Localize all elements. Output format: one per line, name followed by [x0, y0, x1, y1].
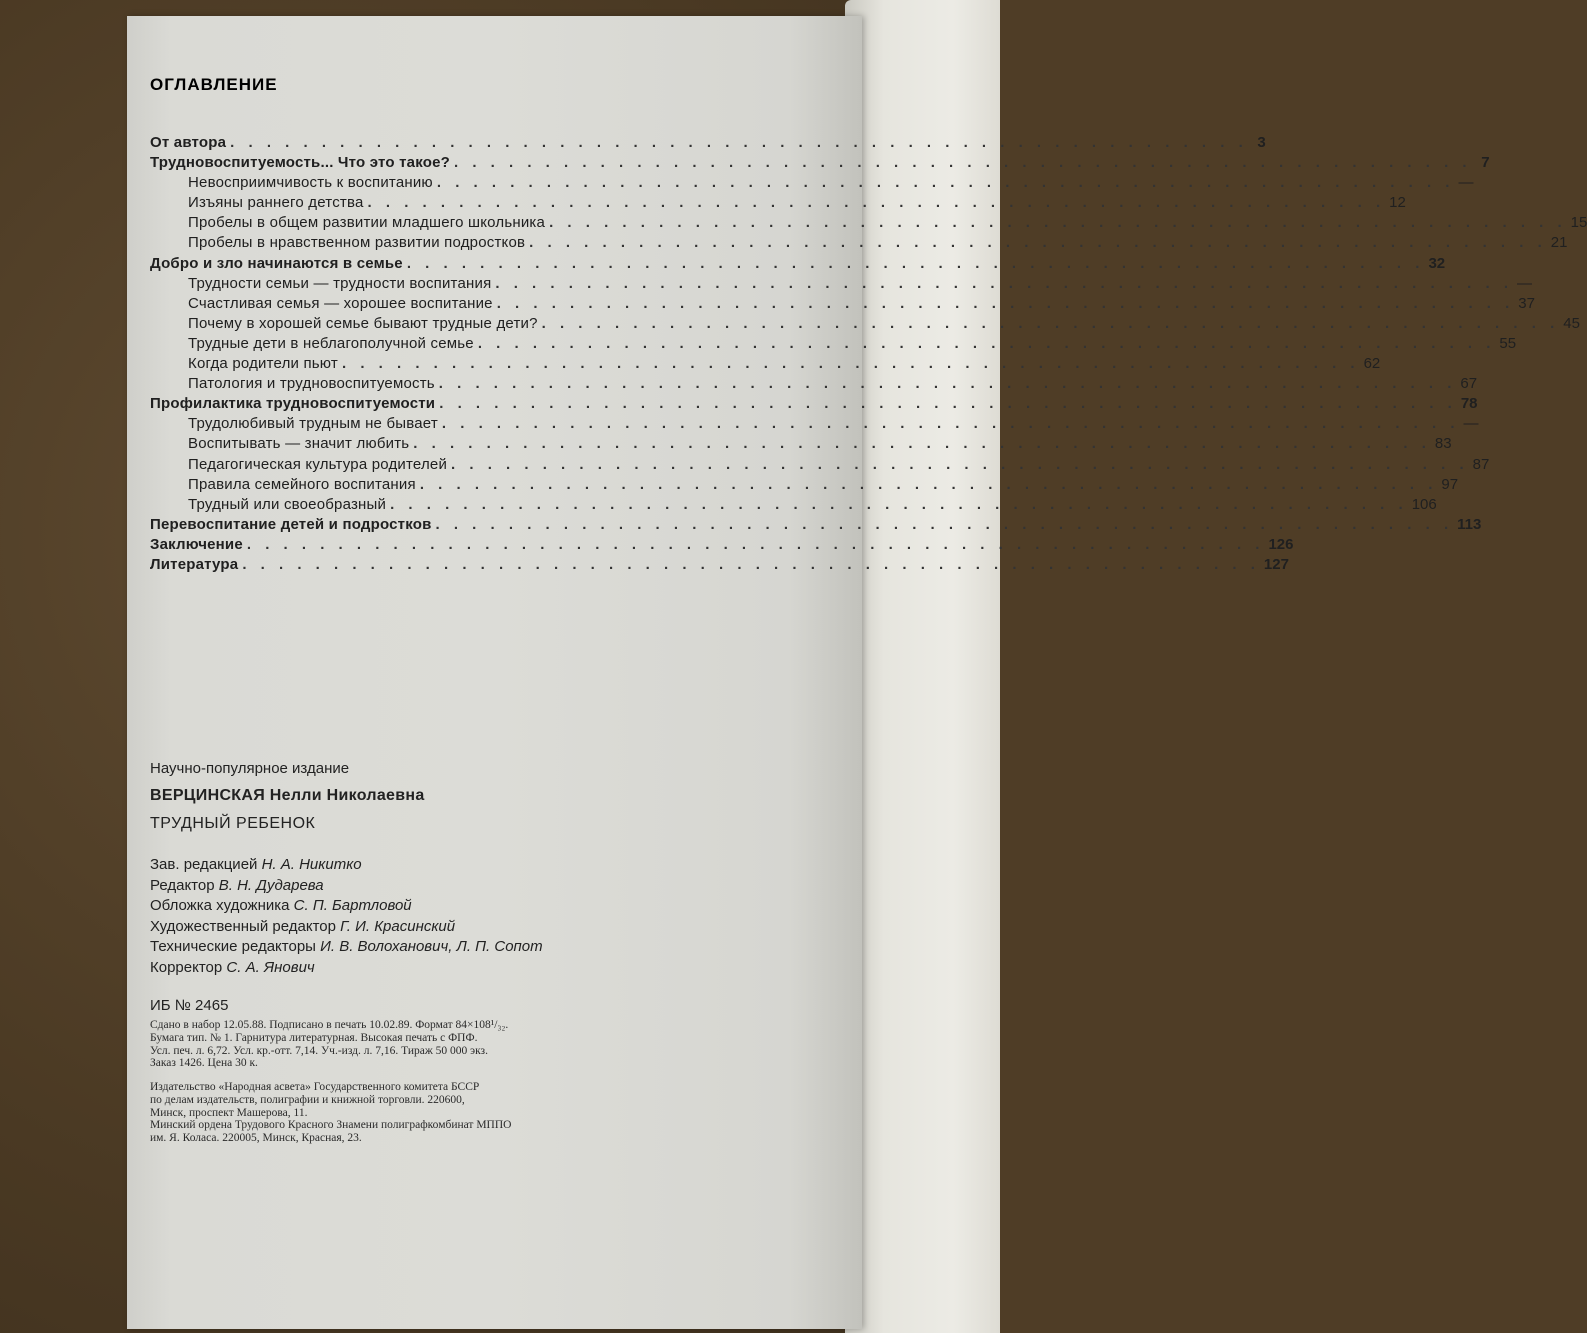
toc-entry-page: 55 [1499, 334, 1517, 352]
toc-entry [150, 294, 1535, 314]
toc-dot-leader: . . . . . . . . . . . . . . . . . . . . . . . . . . . . . . . . . . . . . . . . . . . . . . . . . . . . . . . . [246, 535, 1265, 553]
toc-dot-leader: . . . . . . . . . . . . . . . . . . . . . . . . . . . . . . . . . . . . . . . . . . . . . . . . . . . . . . . . [496, 294, 1515, 312]
ib-number: ИБ № 2465 [150, 997, 229, 1014]
toc-entry-page: 67 [1460, 375, 1478, 393]
toc-entry-page: 83 [1434, 435, 1452, 453]
toc-entry [150, 254, 1446, 274]
credit-person: И. В. Волоханович, Л. П. Сопот [320, 938, 543, 955]
toc-entry-page: 97 [1441, 475, 1459, 493]
toc-dot-leader: . . . . . . . . . . . . . . . . . . . . . . . . . . . . . . . . . . . . . . . . . . . . . . . . . . . . . . . . [419, 475, 1438, 493]
toc-entry-title: Почему в хорошей семье бывают трудные дети? [188, 314, 538, 332]
toc-dot-leader: . . . . . . . . . . . . . . . . . . . . . . . . . . . . . . . . . . . . . . . . . . . . . . . . . . . . . . . . [230, 134, 1248, 151]
toc-entry-page: 113 [1457, 515, 1482, 533]
toc-entry [150, 535, 1294, 555]
imprint-line: им. Я. Коласа. 220005, Минск, Красная, 23. [150, 1131, 362, 1144]
credit-line [150, 958, 543, 979]
credit-line [150, 855, 543, 876]
toc-entry-page: 7 [1481, 154, 1490, 172]
publisher-details [150, 1081, 670, 1119]
toc-dot-leader: . . . . . . . . . . . . . . . . . . . . . . . . . . . . . . . . . . . . . . . . . . . . . . . . . . . . . . . . [436, 174, 1455, 192]
toc-entry [150, 334, 1517, 354]
toc-entry-page: — [1458, 174, 1474, 192]
toc-entry-title: Невосприимчивость к воспитанию [188, 174, 433, 192]
imprint-line: по делам издательств, полиграфии и книжной торговли. 220600, [150, 1093, 465, 1106]
toc-entry-page: 3 [1257, 134, 1266, 151]
toc-dot-leader: . . . . . . . . . . . . . . . . . . . . . . . . . . . . . . . . . . . . . . . . . . . . . . . . . . . . . . . . [451, 455, 1469, 473]
table-of-contents [150, 133, 1587, 575]
toc-entry-title: Трудные дети в неблагополучной семье [188, 334, 474, 352]
credit-person: С. А. Янович [226, 958, 315, 976]
credit-line [150, 896, 543, 917]
toc-entry-page: 21 [1550, 234, 1568, 252]
toc-entry-page: — [1463, 415, 1479, 433]
toc-entry-title: Воспитывать — значит любить [188, 435, 410, 453]
toc-entry-title: Добро и зло начинаются в семье [150, 254, 403, 272]
toc-entry-page: 106 [1411, 495, 1437, 513]
author-line [150, 787, 425, 805]
toc-entry-title: Патология и трудновоспитуемость [188, 375, 435, 393]
credit-line [150, 917, 543, 938]
toc-entry-title: Когда родители пьют [188, 355, 338, 373]
toc-entry-title: Трудолюбивый трудным не бывает [188, 415, 438, 433]
toc-dot-leader: . . . . . . . . . . . . . . . . . . . . . . . . . . . . . . . . . . . . . . . . . . . . . . . . . . . . . . . . [367, 194, 1386, 212]
credit-role: Обложка художника [150, 897, 290, 914]
toc-entry [150, 173, 1474, 193]
toc-dot-leader: . . . . . . . . . . . . . . . . . . . . . . . . . . . . . . . . . . . . . . . . . . . . . . . . . . . . . . . . [477, 334, 1496, 352]
credit-person: С. П. Бартловой [293, 897, 412, 914]
toc-entry-page: 12 [1389, 194, 1406, 212]
credit-person: Н. А. Никитко [261, 856, 362, 873]
toc-entry [150, 354, 1381, 374]
toc-entry-page: — [1516, 274, 1532, 292]
toc-entry-title: Счастливая семья — хорошее воспитание [188, 294, 493, 312]
author-given-name: Нелли Николаевна [269, 787, 425, 804]
toc-entry-page: 45 [1563, 314, 1580, 332]
toc-entry [150, 434, 1452, 454]
toc-entry-page: 126 [1268, 535, 1294, 553]
toc-entry-title: Трудности семьи — трудности воспитания [188, 274, 492, 292]
imprint-line: Сдано в набор 12.05.88. Подписано в печать 10.02.89. Формат 84×108¹/₃₂. [150, 1019, 509, 1031]
toc-entry-page: 32 [1428, 254, 1446, 272]
toc-entry [150, 374, 1478, 394]
toc-dot-leader: . . . . . . . . . . . . . . . . . . . . . . . . . . . . . . . . . . . . . . . . . . . . . . . . . . . . . . . . [435, 515, 1454, 533]
imprint-line: Усл. печ. л. 6,72. Усл. кр.-отт. 7,14. Уч.-изд. л. 7,16. Тираж 50 000 экз. [150, 1044, 488, 1057]
toc-entry-page: 127 [1263, 555, 1289, 573]
toc-entry-title: Трудновоспитуемость... Что это такое? [150, 154, 450, 172]
toc-entry [150, 133, 1266, 153]
toc-entry [150, 233, 1568, 253]
credit-line [150, 876, 543, 897]
toc-dot-leader: . . . . . . . . . . . . . . . . . . . . . . . . . . . . . . . . . . . . . . . . . . . . . . . . . . . . . . . . [453, 154, 1472, 172]
edition-type: Научно-популярное издание [150, 760, 350, 777]
toc-entry-title: Изъяны раннего детства [188, 194, 364, 212]
author-surname: ВЕРЦИНСКАЯ [150, 787, 266, 804]
toc-dot-leader: . . . . . . . . . . . . . . . . . . . . . . . . . . . . . . . . . . . . . . . . . . . . . . . . . . . . . . . . [529, 234, 1547, 252]
toc-entry-page: 78 [1460, 395, 1478, 413]
toc-entry [150, 213, 1587, 233]
toc-entry [150, 314, 1580, 334]
toc-dot-leader: . . . . . . . . . . . . . . . . . . . . . . . . . . . . . . . . . . . . . . . . . . . . . . . . . . . . . . . . [413, 435, 1431, 453]
credit-role: Корректор [150, 958, 223, 976]
toc-entry-title: Литература [150, 555, 239, 573]
toc-entry [150, 274, 1532, 294]
toc-dot-leader: . . . . . . . . . . . . . . . . . . . . . . . . . . . . . . . . . . . . . . . . . . . . . . . . . . . . . . . . [439, 395, 1457, 413]
toc-entry-title: От автора [150, 134, 227, 151]
toc-entry [150, 475, 1459, 495]
toc-entry-title: Пробелы в общем развитии младшего школьника [188, 214, 546, 232]
imprint-line: Издательство «Народная асвета» Государственного комитета БССР [150, 1081, 480, 1093]
credit-role: Зав. редакцией [150, 856, 258, 873]
credit-role: Художественный редактор [150, 917, 336, 935]
toc-dot-leader: . . . . . . . . . . . . . . . . . . . . . . . . . . . . . . . . . . . . . . . . . . . . . . . . . . . . . . . . [541, 314, 1560, 332]
imprint-line: Бумага тип. № 1. Гарнитура литературная. Высокая печать с ФПФ. [150, 1031, 478, 1044]
toc-heading: ОГЛАВЛЕНИЕ [150, 75, 278, 94]
toc-entry-page: 37 [1518, 294, 1535, 312]
toc-entry [150, 515, 1482, 535]
book-title: ТРУДНЫЙ РЕБЕНОК [150, 815, 316, 832]
toc-entry [150, 153, 1490, 173]
toc-entry [150, 414, 1479, 434]
toc-entry-title: Трудный или своеобразный [188, 495, 387, 513]
credits-list [150, 855, 543, 978]
credit-role: Технические редакторы [150, 938, 316, 955]
credit-role: Редактор [150, 876, 215, 894]
toc-entry [150, 193, 1406, 213]
imprint-line: Заказ 1426. Цена 30 к. [150, 1057, 258, 1070]
imprint-line: Минск, проспект Машерова, 11. [150, 1106, 308, 1119]
toc-dot-leader: . . . . . . . . . . . . . . . . . . . . . . . . . . . . . . . . . . . . . . . . . . . . . . . . . . . . . . . . [438, 375, 1457, 393]
credit-person: Г. И. Красинский [340, 917, 456, 935]
credit-line [150, 937, 543, 958]
toc-dot-leader: . . . . . . . . . . . . . . . . . . . . . . . . . . . . . . . . . . . . . . . . . . . . . . . . . . . . . . . . [342, 355, 1360, 373]
toc-entry-title: Правила семейного воспитания [188, 475, 416, 493]
print-details [150, 1019, 670, 1070]
toc-entry [150, 495, 1437, 515]
toc-entry [150, 394, 1478, 414]
printer-details [150, 1119, 670, 1145]
toc-dot-leader: . . . . . . . . . . . . . . . . . . . . . . . . . . . . . . . . . . . . . . . . . . . . . . . . . . . . . . . . [242, 555, 1260, 573]
credit-person: В. Н. Дударева [218, 876, 324, 894]
toc-entry-title: Заключение [150, 535, 243, 553]
toc-entry [150, 455, 1490, 475]
toc-dot-leader: . . . . . . . . . . . . . . . . . . . . . . . . . . . . . . . . . . . . . . . . . . . . . . . . . . . . . . . . [406, 254, 1425, 272]
toc-dot-leader: . . . . . . . . . . . . . . . . . . . . . . . . . . . . . . . . . . . . . . . . . . . . . . . . . . . . . . . . [549, 214, 1567, 232]
toc-entry-title: Педагогическая культура родителей [188, 455, 448, 473]
toc-entry-page: 15 [1570, 214, 1587, 232]
toc-dot-leader: . . . . . . . . . . . . . . . . . . . . . . . . . . . . . . . . . . . . . . . . . . . . . . . . . . . . . . . . [495, 274, 1513, 292]
toc-dot-leader: . . . . . . . . . . . . . . . . . . . . . . . . . . . . . . . . . . . . . . . . . . . . . . . . . . . . . . . . [390, 495, 1408, 513]
toc-entry [150, 555, 1289, 575]
toc-dot-leader: . . . . . . . . . . . . . . . . . . . . . . . . . . . . . . . . . . . . . . . . . . . . . . . . . . . . . . . . [441, 415, 1460, 433]
toc-entry-page: 87 [1472, 455, 1490, 473]
toc-entry-title: Профилактика трудновоспитуемости [150, 395, 436, 413]
toc-entry-title: Пробелы в нравственном развитии подростков [188, 234, 526, 252]
toc-entry-title: Перевоспитание детей и подростков [150, 515, 432, 533]
toc-entry-page: 62 [1363, 355, 1381, 373]
imprint-line: Минский ордена Трудового Красного Знамени полиграфкомбинат МППО [150, 1119, 512, 1131]
